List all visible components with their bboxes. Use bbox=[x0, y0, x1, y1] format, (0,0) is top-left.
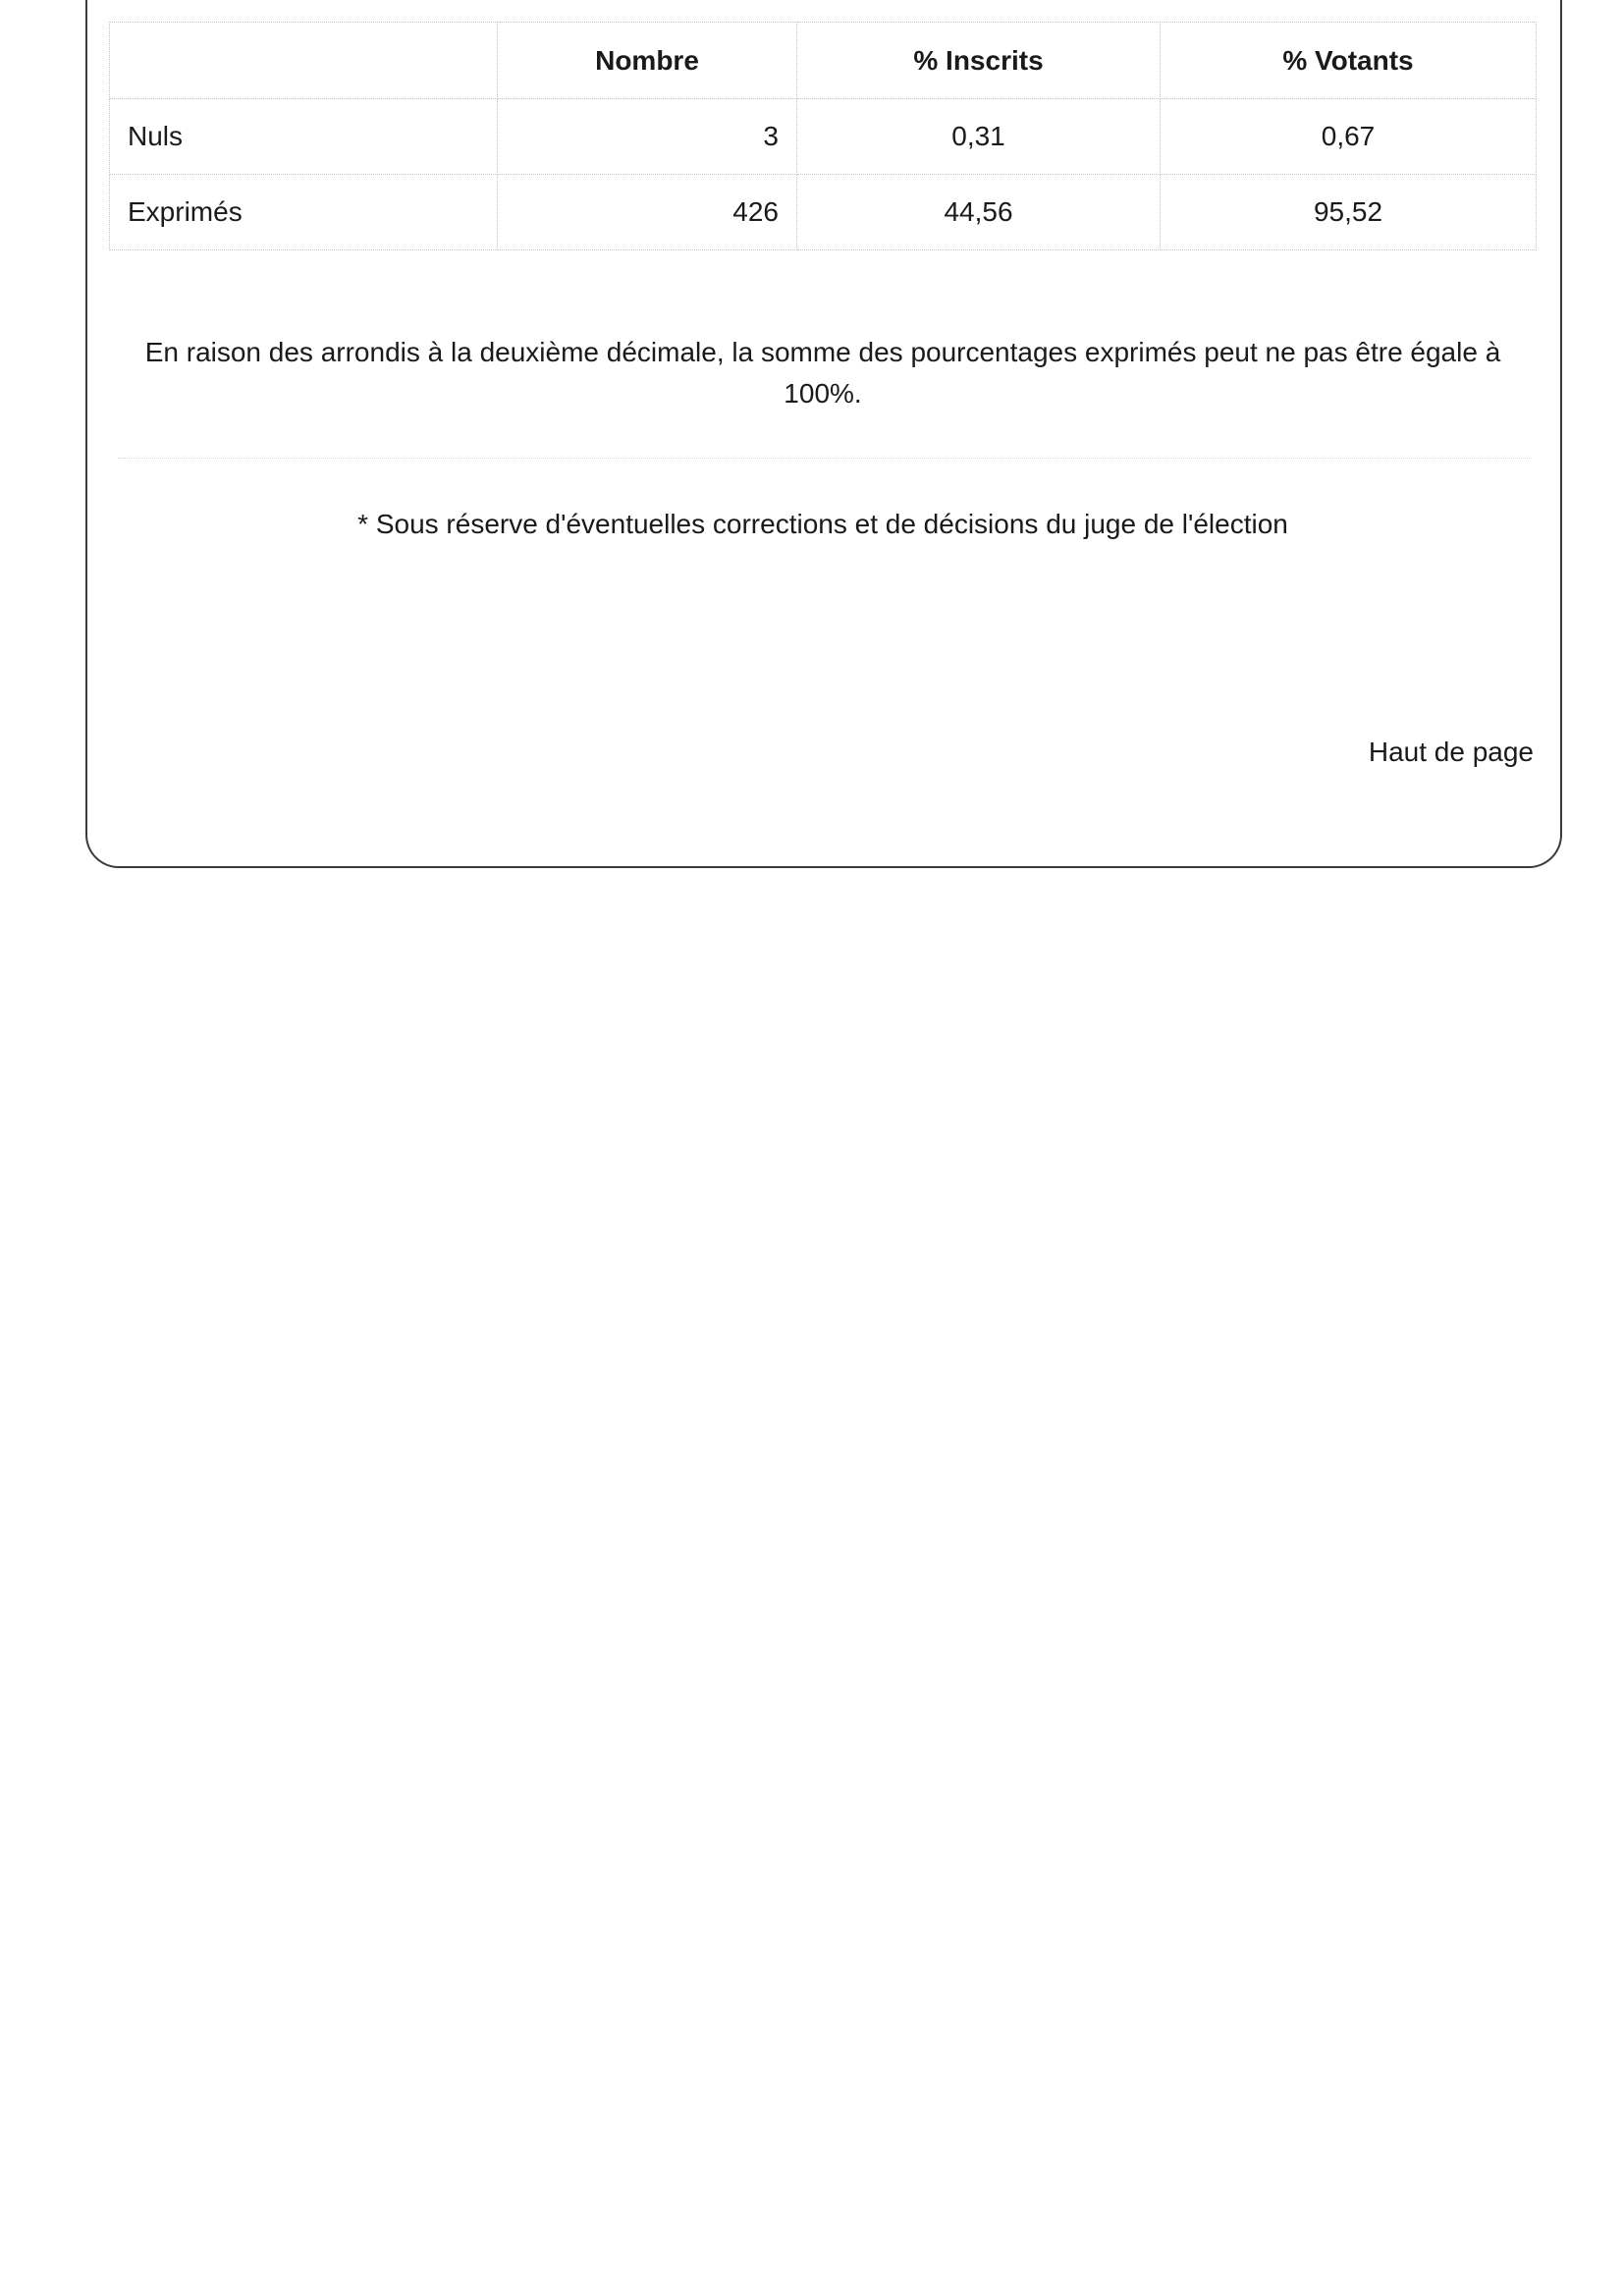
row-inscrits: 44,56 bbox=[797, 175, 1161, 250]
table-row bbox=[110, 99, 1537, 175]
back-to-top-link[interactable]: Haut de page bbox=[1368, 737, 1534, 767]
row-votants: 95,52 bbox=[1161, 175, 1537, 250]
table-row bbox=[110, 175, 1537, 250]
header-inscrits: % Inscrits bbox=[797, 23, 1161, 99]
row-inscrits: 0,31 bbox=[797, 99, 1161, 175]
table-header-row bbox=[110, 23, 1537, 99]
header-nombre: Nombre bbox=[498, 23, 797, 99]
divider bbox=[118, 458, 1532, 459]
results-table bbox=[109, 22, 1537, 250]
row-label: Nuls bbox=[110, 99, 498, 175]
row-votants: 0,67 bbox=[1161, 99, 1537, 175]
header-votants: % Votants bbox=[1161, 23, 1537, 99]
row-nombre: 426 bbox=[498, 175, 797, 250]
rounding-note: En raison des arrondis à la deuxième décimale, la somme des pourcentages exprimés peut ne pas être égale à 100%. bbox=[144, 337, 1501, 409]
row-nombre: 3 bbox=[498, 99, 797, 175]
reserve-note: * Sous réserve d'éventuelles corrections et de décisions du juge de l'élection bbox=[357, 509, 1288, 539]
row-label: Exprimés bbox=[110, 175, 498, 250]
header-empty bbox=[110, 23, 498, 99]
